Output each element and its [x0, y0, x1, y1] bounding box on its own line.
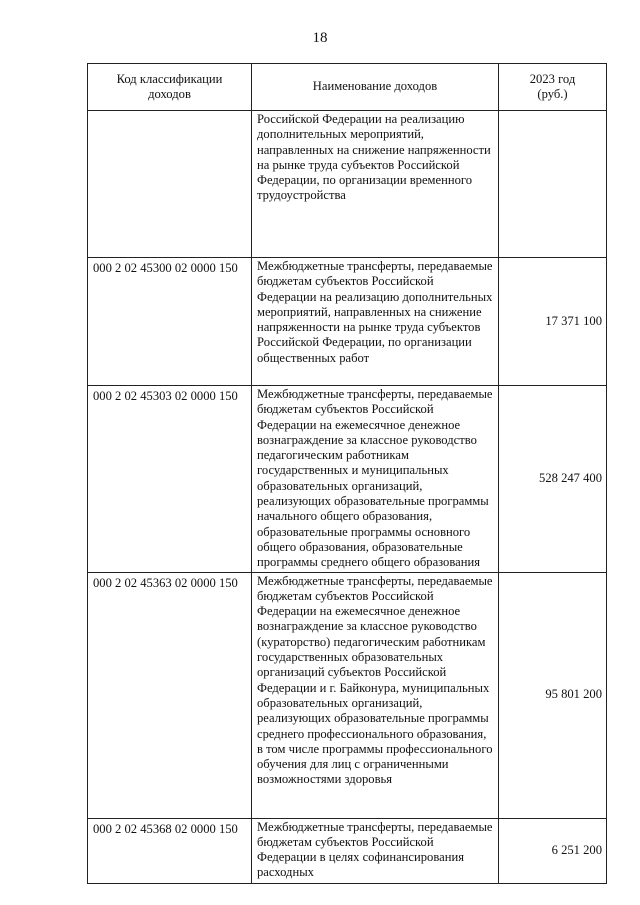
header-code: Код классификации доходов [88, 64, 252, 111]
row-code [88, 111, 252, 258]
row-amount: 6 251 200 [499, 818, 607, 883]
row-code: 000 2 02 45363 02 0000 150 [88, 572, 252, 818]
row-name: Межбюджетные трансферты, передаваемые бюджетам субъектов Российской Федерации на реализацию дополнительных мероприятий, направленных на снижение напряженности на рынке труда субъектов Российской Федерации, по организации общественных работ [252, 258, 499, 386]
revenue-table [87, 63, 607, 884]
table-row [88, 818, 607, 883]
table-row [88, 386, 607, 573]
row-amount: 528 247 400 [499, 386, 607, 573]
row-name: Межбюджетные трансферты, передаваемые бюджетам субъектов Российской Федерации в целях софинансирования расходных [252, 818, 499, 883]
row-name: Межбюджетные трансферты, передаваемые бюджетам субъектов Российской Федерации на ежемесячное денежное вознаграждение за классное руководство (кураторство) педагогическим работникам государственных образовательных организаций субъектов Российской Федерации и г. Байконура, муниципальных образовательных организаций, реализующих образовательные программы среднего профессионального образования, в том числе программы профессионального обучения для лиц с ограниченными возможностями здоровья [252, 572, 499, 818]
table-row [88, 258, 607, 386]
table-header-row [88, 64, 607, 111]
row-amount: 95 801 200 [499, 572, 607, 818]
row-name: Межбюджетные трансферты, передаваемые бюджетам субъектов Российской Федерации на ежемесячное денежное вознаграждение за классное руководство педагогическим работникам государственных и муниципальных образовательных организаций, реализующих образовательные программы начального общего образования, образовательные программы основного общего образования, образовательные программы среднего общего образования [252, 386, 499, 573]
header-name: Наименование доходов [252, 64, 499, 111]
header-amount: 2023 год (руб.) [499, 64, 607, 111]
row-amount: 17 371 100 [499, 258, 607, 386]
row-code: 000 2 02 45300 02 0000 150 [88, 258, 252, 386]
table-row [88, 111, 607, 258]
row-amount [499, 111, 607, 258]
table-row [88, 572, 607, 818]
page-number: 18 [312, 30, 328, 46]
row-name: Российской Федерации на реализацию дополнительных мероприятий, направленных на снижение напряженности на рынке труда субъектов Российской Федерации, по организации временного трудоустройства [252, 111, 499, 258]
row-code: 000 2 02 45368 02 0000 150 [88, 818, 252, 883]
row-code: 000 2 02 45303 02 0000 150 [88, 386, 252, 573]
